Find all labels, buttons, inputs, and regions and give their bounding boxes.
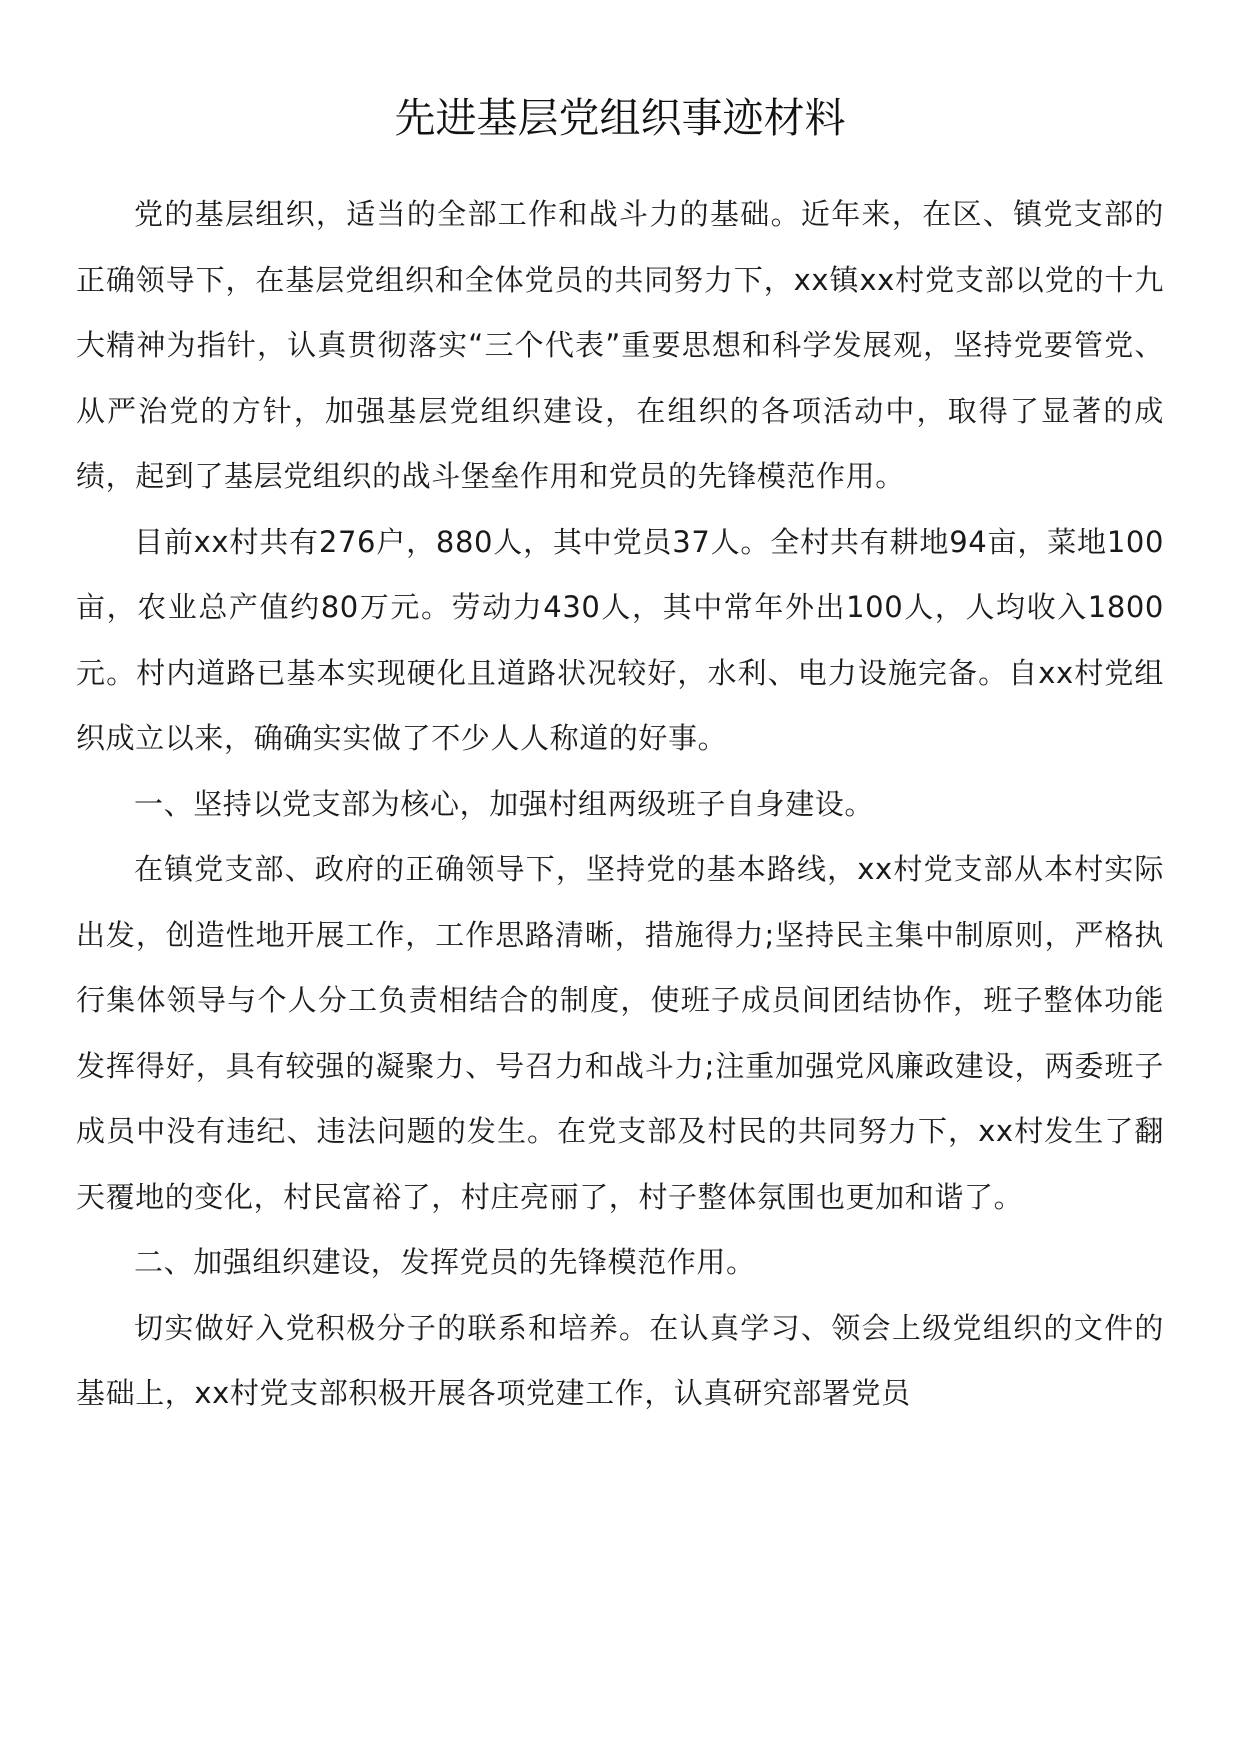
paragraph-section-2: 切实做好入党积极分子的联系和培养。在认真学习、领会上级党组织的文件的基础上，xx村党支部积极开展各项党建工作，认真研究部署党员 (76, 1310, 1164, 1410)
document-body (76, 182, 1164, 1427)
section-heading-1: 一、坚持以党支部为核心，加强村组两级班子自身建设。 (134, 786, 875, 821)
section-heading-2: 二、加强组织建设，发挥党员的先锋模范作用。 (134, 1245, 756, 1279)
paragraph-village-overview: 目前xx村共有276户，880人，其中党员37人。全村共有耕地94亩，菜地100亩，农业总产值约80万元。劳动力430人，其中常年外出100人，人均收入1800元。村内道路已基本实现硬化且道路状况较好，水利、电力设施完备。自xx村党组织成立以来，确确实实做了不少人人称道的好事。 (76, 524, 1164, 755)
paragraph-section-1: 在镇党支部、政府的正确领导下，坚持党的基本路线，xx村党支部从本村实际出发，创造性地开展工作，工作思路清晰，措施得力;坚持民主集中制原则，严格执行集体领导与个人分工负责相结合的制度，使班子成员间团结协作，班子整体功能发挥得好，具有较强的凝聚力、号召力和战斗力;注重加强党风廉政建设，两委班子成员中没有违纪、违法问题的发生。在党支部及村民的共同努力下，xx村发生了翻天覆地的变化，村民富裕了，村庄亮丽了，村子整体氛围也更加和谐了。 (76, 852, 1164, 1214)
paragraph-intro: 党的基层组织，适当的全部工作和战斗力的基础。近年来，在区、镇党支部的正确领导下，在基层党组织和全体党员的共同努力下，xx镇xx村党支部以党的十九大精神为指针，认真贯彻落实“三个代表”重要思想和科学发展观，坚持党要管党、从严治党的方针，加强基层党组织建设，在组织的各项活动中，取得了显著的成绩，起到了基层党组织的战斗堡垒作用和党员的先锋模范作用。 (76, 197, 1164, 493)
document-title: 先进基层党组织事迹材料 (394, 94, 846, 142)
